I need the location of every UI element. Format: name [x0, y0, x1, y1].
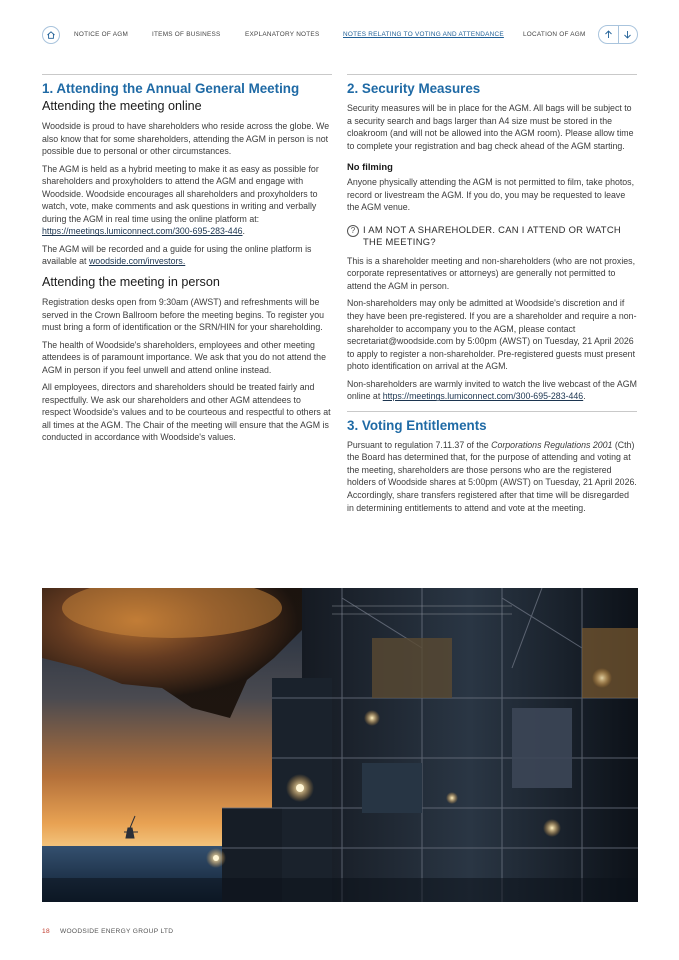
nav-items-of-business[interactable]: ITEMS OF BUSINESS [152, 31, 221, 38]
lumi-meeting-link[interactable]: https://meetings.lumiconnect.com/300-695-283-446 [42, 226, 243, 237]
paragraph: The health of Woodside's shareholders, employees and other meeting attendees is of paramount importance. We ask that you do not attend the AGM in person if you feel unwell and attend online instead. [42, 339, 326, 375]
paragraph: Security measures will be in place for the AGM. All bags will be subject to a security search and bags larger than A4 size must be stored in the cloakroom (and will not be allowed into the AGM room). Please allow time to complete your registration and bag check ahead of the AGM starting. [347, 103, 634, 151]
heading-no-filming: No filming [347, 161, 393, 173]
divider [42, 74, 332, 75]
nav-location-of-agm[interactable]: LOCATION OF AGM [523, 31, 586, 38]
left-column [42, 74, 332, 444]
page-footer [42, 928, 173, 935]
faq-question-text: I AM NOT A SHAREHOLDER. CAN I ATTEND OR WATCH THE MEETING? [363, 223, 621, 248]
nav-notice-of-agm[interactable]: NOTICE OF AGM [74, 31, 129, 38]
paragraph: The AGM will be recorded and a guide for using the online platform is available at woodside.com/investors. [42, 243, 312, 267]
arrow-up-icon [604, 30, 613, 39]
section-title-voting: 3. Voting Entitlements [347, 417, 487, 433]
previous-page-button[interactable] [599, 26, 618, 43]
paragraph: Woodside is proud to have shareholders who reside across the globe. We also know that for some shareholders, attending the AGM in person is not possible due to personal or other circumstances. [42, 121, 330, 157]
paragraph: Non-shareholders are warmly invited to watch the live webcast of the AGM online at https://meetings.lumiconnect.com/300-695-283-446. [347, 378, 637, 402]
heading-attending-in-person: Attending the meeting in person [42, 275, 220, 290]
heading-attending-online: Attending the meeting online [42, 99, 202, 113]
paragraph: Registration desks open from 9:30am (AWST) and refreshments will be served in the Crown Ballroom before the meeting begins. To register you must bring a form of identification or the SRN/HIN for your shareholding. [42, 297, 324, 333]
faq-question [347, 224, 637, 249]
top-navigation [42, 25, 638, 45]
paragraph: This is a shareholder meeting and non-shareholders (who are not proxies, corporate representatives or attorneys) are generally not permitted to attend the AGM in person. [347, 255, 636, 291]
nav-explanatory-notes[interactable]: EXPLANATORY NOTES [245, 31, 320, 38]
question-icon: ? [347, 225, 359, 237]
page-number: 18 [42, 928, 50, 935]
paragraph: The AGM is held as a hybrid meeting to make it as easy as possible for shareholders and proxyholders to attend the AGM and engage with Woodside. Woodside encourages all shareholders and proxyholders to watch, vote, make comments and ask questions in writing and verbally during the AGM in real time using the online platform at: https://meetings.lumiconnect.com/300-695-283-446. [42, 163, 319, 237]
right-column [347, 74, 637, 514]
section-title-security: 2. Security Measures [347, 81, 481, 96]
offshore-platform-illustration [42, 588, 638, 902]
home-icon [46, 30, 56, 40]
nav-notes-voting-attendance[interactable]: NOTES RELATING TO VOTING AND ATTENDANCE [343, 31, 504, 38]
home-button[interactable] [42, 26, 60, 44]
next-page-button[interactable] [618, 26, 638, 43]
lumi-webcast-link[interactable]: https://meetings.lumiconnect.com/300-695-283-446 [382, 391, 584, 402]
divider [347, 411, 637, 412]
arrow-down-icon [623, 30, 632, 39]
investors-link[interactable]: woodside.com/investors. [88, 256, 186, 267]
offshore-platform-photo [42, 588, 638, 902]
paragraph: Non-shareholders may only be admitted at Woodside's discretion and if they have been pre-registered. If you are a shareholder and require a non-shareholder to accompany you to the AGM, please contact secretariat@woodside.com by 5:00pm (AWST) on Tuesday, 21 April 2026 to apply to register a non-shareholder. Pre-registered guests must present photo identification on arrival at the AGM. [347, 298, 637, 372]
page-arrows [598, 25, 638, 44]
company-name: WOODSIDE ENERGY GROUP LTD [59, 928, 174, 935]
paragraph: All employees, directors and shareholders should be treated fairly and respectfully. We ask our shareholders and other AGM attendees to respect Woodside's values and to be courteous and respectful to others at all times at the AGM. The Chair of the meeting will ensure that the AGM is conducted in accordance with Woodside's values. [42, 382, 331, 443]
paragraph: Pursuant to regulation 7.11.37 of the Corporations Regulations 2001 (Cth) the Board has determined that, for the purpose of attending and voting at the meeting, shareholders are those persons who are the registered holders of Woodside shares at 5:00pm (AWST) on Tuesday, 21 April 2026. Accordingly, share transfers registered after that time will be disregarded in determining entitlements to attend and vote at the meeting. [347, 439, 637, 513]
section-title-attending: 1. Attending the Annual General Meeting [42, 81, 300, 96]
divider [347, 74, 637, 75]
paragraph: Anyone physically attending the AGM is not permitted to film, take photos, record or livestream the AGM. If you do, you may be requested to leave the AGM venue. [347, 177, 635, 213]
